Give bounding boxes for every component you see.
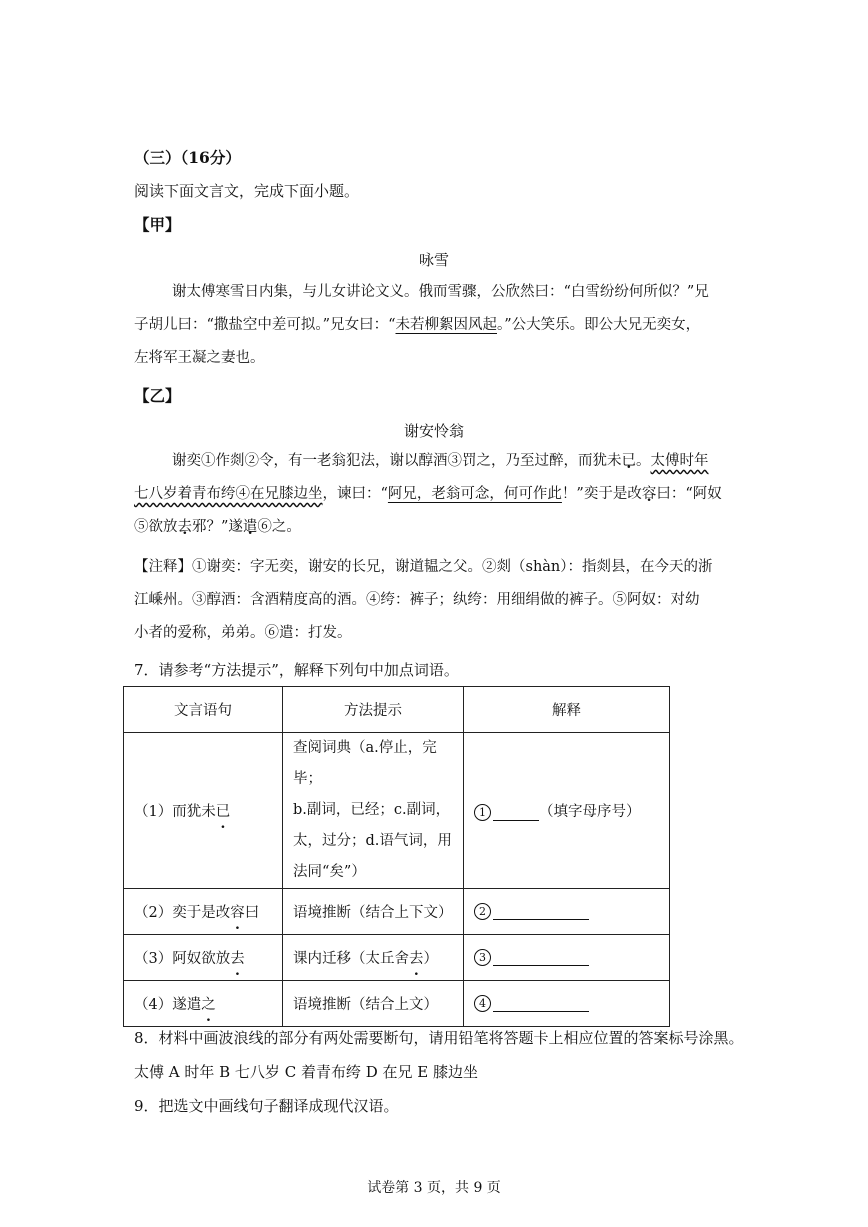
- text: 课内迁移（太丘舍: [293, 951, 409, 967]
- hint-cell: [283, 935, 464, 981]
- sentence-cell: [124, 981, 283, 1027]
- sentence-cell: [124, 733, 283, 889]
- passage-a-line: [134, 309, 744, 342]
- dotted-word: 遣 .: [243, 519, 258, 535]
- hint-cell: [283, 733, 464, 889]
- hint-line: 法同“矣”）: [293, 864, 366, 880]
- passage-b-line: [134, 511, 744, 544]
- hint-line: b.副词，已经；c.副词，: [293, 802, 451, 818]
- text: （填字母序号）: [539, 804, 641, 820]
- text: 。: [636, 453, 651, 469]
- answer-number: 2: [474, 903, 491, 920]
- table-header: 文言语句: [124, 687, 283, 733]
- table-row: [124, 981, 670, 1027]
- dotted-word: 容: [230, 905, 245, 921]
- sentence-cell: [124, 935, 283, 981]
- text: ！”奕于是改: [561, 486, 642, 502]
- answer-number: 3: [474, 949, 491, 966]
- text: 子胡儿曰：“撒盐空中差可拟。”兄女曰：“: [134, 317, 396, 333]
- answer-cell: [464, 733, 670, 889]
- answer-blank[interactable]: [493, 903, 589, 920]
- text: （4）遂遣: [134, 997, 202, 1013]
- question-7-table: [123, 686, 670, 1027]
- underlined-phrase: 阿兄，老翁可念，何可作此: [387, 486, 562, 502]
- answer-blank[interactable]: [493, 995, 589, 1012]
- page-footer: 试卷第 3 页，共 9 页: [367, 1180, 501, 1196]
- dotted-word: 容 .: [642, 486, 657, 502]
- table-row: [124, 889, 670, 935]
- hint-line: 查阅词典（a.停止，完毕；: [293, 740, 437, 787]
- dotted-word: 之: [201, 997, 216, 1013]
- question-8-options: 太傅 A 时年 B 七八岁 C 着青布绔 D 在兄 E 膝边坐: [134, 1063, 478, 1081]
- table-row: [124, 733, 670, 889]
- passage-a-body: [134, 276, 744, 375]
- text: ）: [423, 951, 438, 967]
- passage-b-line: [134, 478, 744, 511]
- text: 曰: [244, 905, 260, 921]
- passage-b-title: 谢安怜翁: [403, 422, 464, 440]
- text: （3）阿奴欲放: [134, 951, 231, 967]
- hint-cell: 语境推断（结合上文）: [283, 981, 464, 1027]
- text: 谢奕①作剡②令，有一老翁犯法，谢以醇酒③罚之，乃至过醉，而犹未: [172, 453, 622, 469]
- answer-blank[interactable]: [493, 949, 589, 966]
- notes-line: 小者的爱称，弟弟。⑥遣：打发。: [134, 625, 352, 641]
- section-instruction: 阅读下面文言文，完成下面小题。: [134, 182, 360, 200]
- question-7-prompt: 7．请参考“方法提示”，解释下列句中加点词语。: [134, 661, 459, 679]
- dotted-word: 去: [409, 951, 424, 967]
- dotted-word: 去: [230, 951, 245, 967]
- dotted-word: 已: [215, 804, 231, 820]
- answer-number: 4: [474, 995, 491, 1012]
- underlined-phrase: 未若柳絮因风起: [395, 317, 497, 333]
- table-row: [124, 935, 670, 981]
- text: 曰：“阿奴: [656, 486, 722, 502]
- notes: [134, 551, 754, 650]
- table-header-row: [124, 687, 670, 733]
- question-9-prompt: 9．把选文中画线句子翻译成现代汉语。: [134, 1097, 399, 1115]
- text: （2）奕于是改: [134, 905, 231, 921]
- passage-a-line: 左将军王凝之妻也。: [134, 350, 265, 366]
- text: ⑤欲放: [134, 519, 178, 535]
- text: ⑥之。: [257, 519, 301, 535]
- question-8-prompt: 8．材料中画波浪线的部分有两处需要断句，请用铅笔将答题卡上相应位置的答案标号涂黑。: [134, 1029, 744, 1047]
- passage-b-label: 【乙】: [134, 386, 181, 405]
- passage-b-line: [134, 445, 744, 478]
- passage-a-title: 咏雪: [418, 251, 449, 269]
- passage-b-body: [134, 445, 744, 544]
- table-header: 解释: [464, 687, 670, 733]
- text: 邪？”遂: [192, 519, 243, 535]
- passage-a-line: 谢太傅寒雪日内集，与儿女讲论文义。俄而雪骤，公欣然曰：“白雪纷纷何所似？”兄: [172, 284, 709, 300]
- sentence-cell: [124, 889, 283, 935]
- answer-blank[interactable]: [493, 804, 539, 821]
- answer-cell: [464, 889, 670, 935]
- notes-line: 江嵊州。③醇酒：含酒精度高的酒。④绔：裤子；纨绔：用细绢做的裤子。⑤阿奴：对幼: [134, 592, 700, 608]
- section-title: （三）（16分）: [134, 148, 241, 167]
- answer-cell: [464, 981, 670, 1027]
- answer-number: 1: [474, 804, 491, 821]
- dotted-word: 去 .: [178, 519, 193, 535]
- notes-line: 【注释】①谢奕：字无奕，谢安的长兄，谢道韫之父。②剡（shàn）：指剡县，在今天的浙: [134, 559, 713, 575]
- hint-cell: 语境推断（结合上下文）: [283, 889, 464, 935]
- text: ，谏曰：“: [322, 486, 388, 502]
- hint-line: 太，过分；d.语气词，用: [293, 833, 452, 849]
- wavy-phrase: 太傅时年: [650, 453, 709, 469]
- passage-a-label: 【甲】: [134, 215, 181, 234]
- dotted-word: 已 .: [622, 453, 637, 469]
- table-header: 方法提示: [283, 687, 464, 733]
- text: 。”公大笑乐。即公大兄无奕女，: [497, 317, 701, 333]
- answer-cell: [464, 935, 670, 981]
- wavy-phrase: 七八岁着青布绔④在兄膝边坐: [134, 486, 323, 502]
- text: （1）而犹未: [134, 804, 216, 820]
